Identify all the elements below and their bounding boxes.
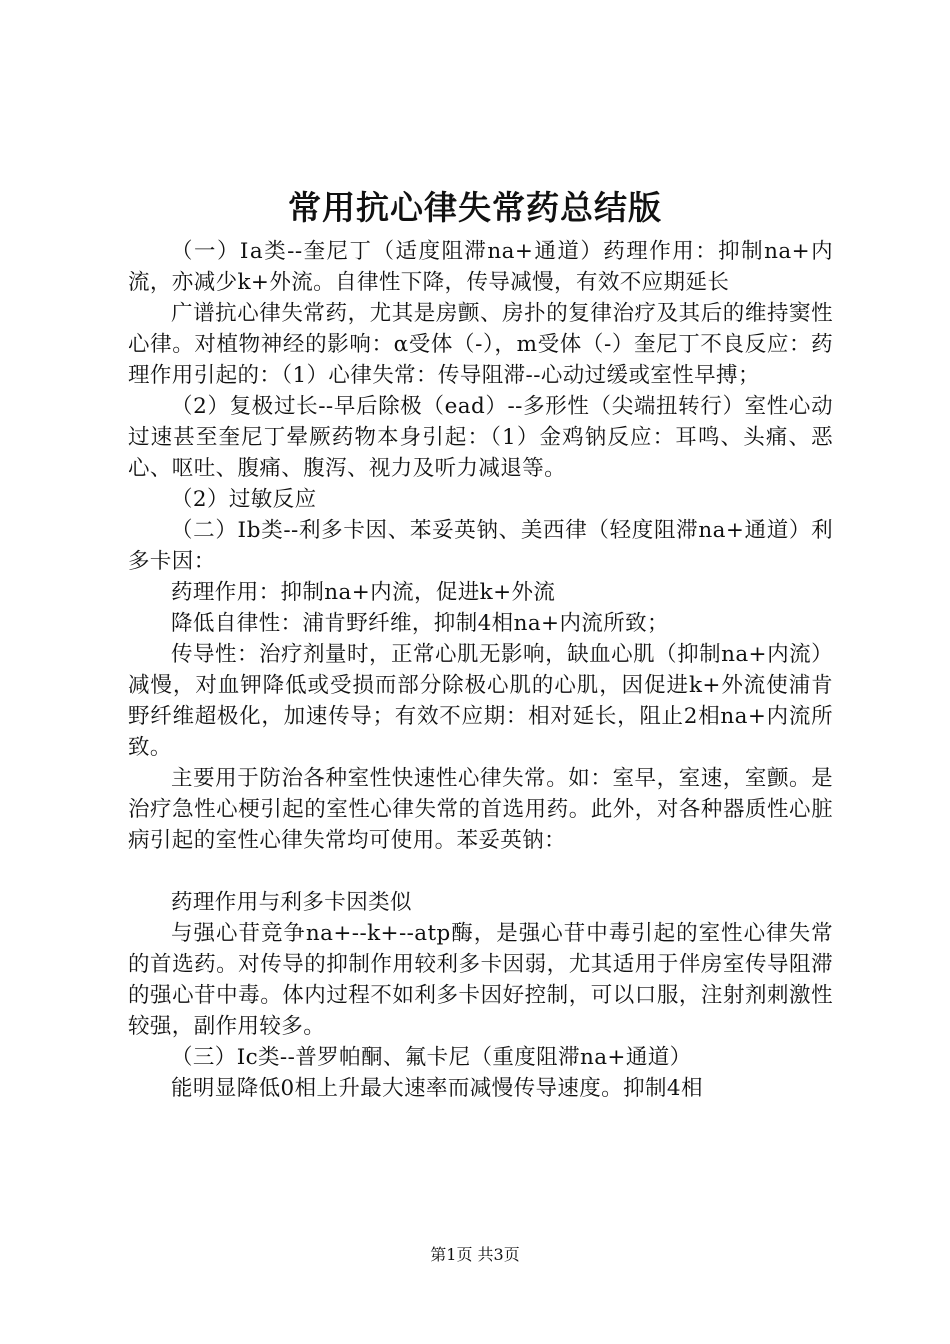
paragraph-quinidine-pharmacology: （一）Ⅰa类--奎尼丁（适度阻滞na+通道）药理作用：抑制na+内流，亦减少k+外流。自律性下降，传导减慢，有效不应期延长: [128, 239, 833, 295]
paragraph-quinidine-adverse-effects: （2）复极过长--早后除极（ead）--多形性（尖端扭转行）室性心动过速甚至奎尼丁晕厥药物本身引起：（1）金鸡钠反应：耳鸣、头痛、恶心、呕吐、腹痛、腹泻、视力及听力减退等。: [128, 394, 833, 481]
paragraph-class-ic-pharmacology: 能明显降低0相上升最大速率而减慢传导速度。抑制4相: [171, 1076, 703, 1101]
paragraph-lidocaine-indications: 主要用于防治各种室性快速性心律失常。如：室早，室速，室颤。是治疗急性心梗引起的室性心律失常的首选用药。此外，对各种器质性心脏病引起的室性心律失常均可使用。苯妥英钠：: [128, 766, 833, 853]
document-title: 常用抗心律失常药总结版: [288, 188, 662, 227]
paragraph-phenytoin-pharmacology: 药理作用与利多卡因类似: [171, 890, 412, 915]
document-body: [128, 236, 833, 1104]
paragraph-quinidine-indications: 广谱抗心律失常药，尤其是房颤、房扑的复律治疗及其后的维持窦性心律。对植物神经的影响：α受体（-），m受体（-）奎尼丁不良反应：药理作用引起的：（1）心律失常：传导阻滞--心动过缓或室性早搏；: [128, 301, 833, 388]
paragraph-allergic-reaction: （2）过敏反应: [171, 487, 317, 512]
paragraph-class-ib-heading: （二）Ⅰb类--利多卡因、苯妥英钠、美西律（轻度阻滞na+通道）利多卡因：: [128, 518, 833, 574]
paragraph-lidocaine-automaticity: 降低自律性：浦肯野纤维，抑制4相na+内流所致；: [171, 611, 669, 636]
paragraph-class-ic-heading: （三）Ⅰc类--普罗帕酮、氟卡尼（重度阻滞na+通道）: [171, 1045, 692, 1070]
page-footer: 第1页 共3页: [430, 1245, 520, 1264]
paragraph-lidocaine-conduction: 传导性：治疗剂量时，正常心肌无影响，缺血心肌（抑制na+内流）减慢，对血钾降低或受损而部分除极心肌的心肌，因促进k+外流使浦肯野纤维超极化，加速传导；有效不应期：相对延长，阻止2相na+内流所致。: [128, 642, 833, 760]
paragraph-lidocaine-pharmacology: 药理作用：抑制na+内流，促进k+外流: [171, 580, 556, 605]
paragraph-phenytoin-details: 与强心苷竞争na+--k+--atp酶，是强心苷中毒引起的室性心律失常的首选药。对传导的抑制作用较利多卡因弱，尤其适用于伴房室传导阻滞的强心苷中毒。体内过程不如利多卡因好控制，可以口服，注射剂刺激性较强，副作用较多。: [128, 921, 833, 1039]
